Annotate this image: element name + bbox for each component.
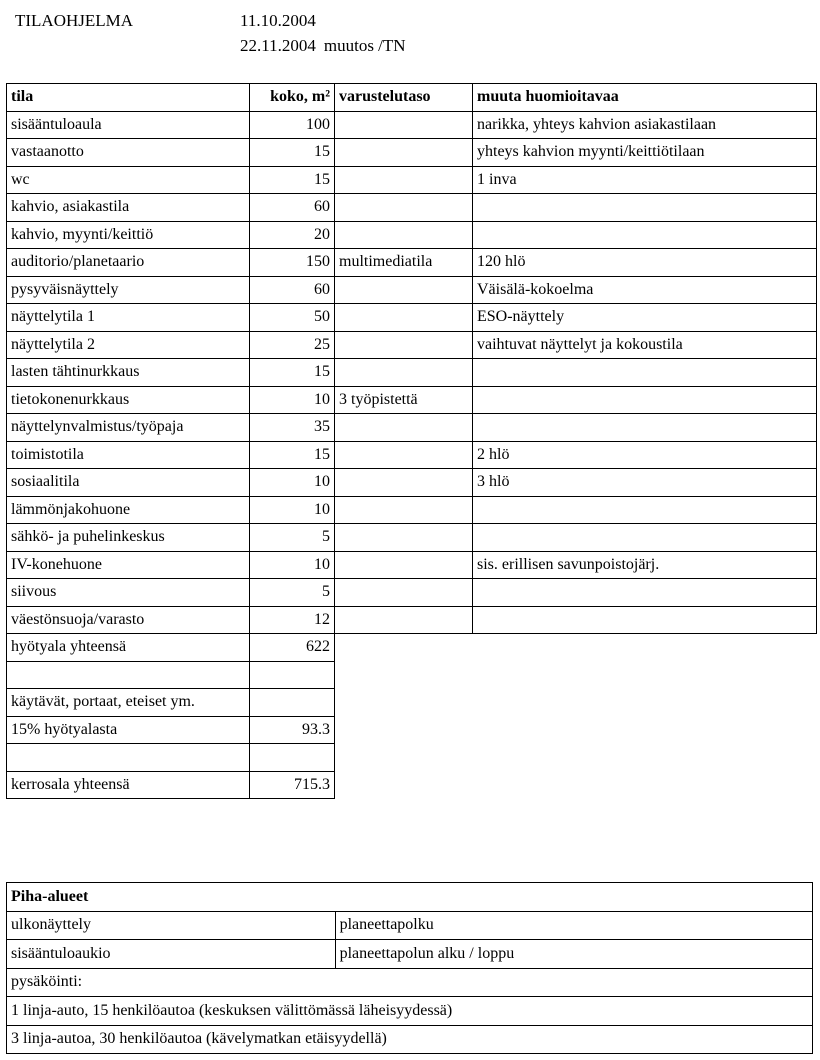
equipment-level bbox=[335, 579, 473, 607]
notes bbox=[473, 579, 817, 607]
yard-area-use: planeettapolun alku / loppu bbox=[335, 940, 812, 969]
table-row bbox=[7, 331, 817, 359]
space-area: 150 bbox=[250, 249, 335, 277]
summary-label bbox=[7, 661, 250, 689]
parking-info: 3 linja-autoa, 30 henkilöautoa (kävelymatkan etäisyydellä) bbox=[7, 1025, 813, 1054]
summary-row bbox=[7, 771, 817, 799]
space-name: sosiaalitila bbox=[7, 469, 250, 497]
yard-row bbox=[7, 940, 813, 969]
notes: 3 hlö bbox=[473, 469, 817, 497]
summary-value: 622 bbox=[250, 634, 335, 662]
notes bbox=[473, 359, 817, 387]
yard-row bbox=[7, 911, 813, 940]
summary-row bbox=[7, 661, 817, 689]
equipment-level bbox=[335, 139, 473, 167]
space-area: 50 bbox=[250, 304, 335, 332]
notes: ESO-näyttely bbox=[473, 304, 817, 332]
notes bbox=[473, 221, 817, 249]
notes bbox=[473, 194, 817, 222]
revision-note: muutos /TN bbox=[323, 36, 406, 55]
parking-row bbox=[7, 997, 813, 1026]
summary-value: 93.3 bbox=[250, 716, 335, 744]
notes: 1 inva bbox=[473, 166, 817, 194]
summary-row bbox=[7, 744, 817, 772]
equipment-level bbox=[335, 551, 473, 579]
notes bbox=[473, 496, 817, 524]
space-area: 15 bbox=[250, 139, 335, 167]
summary-label: 15% hyötyalasta bbox=[7, 716, 250, 744]
space-name: toimistotila bbox=[7, 441, 250, 469]
equipment-level bbox=[335, 496, 473, 524]
column-header: varustelutaso bbox=[335, 84, 473, 112]
notes: yhteys kahvion myynti/keittiötilaan bbox=[473, 139, 817, 167]
equipment-level bbox=[335, 441, 473, 469]
notes: sis. erillisen savunpoistojärj. bbox=[473, 551, 817, 579]
notes bbox=[473, 414, 817, 442]
equipment-level bbox=[335, 469, 473, 497]
space-name: IV-konehuone bbox=[7, 551, 250, 579]
table-row bbox=[7, 386, 817, 414]
table-row bbox=[7, 524, 817, 552]
summary-label: kerrosala yhteensä bbox=[7, 771, 250, 799]
space-area: 60 bbox=[250, 276, 335, 304]
table-row bbox=[7, 496, 817, 524]
equipment-level bbox=[335, 166, 473, 194]
parking-label-row bbox=[7, 968, 813, 997]
table-row bbox=[7, 579, 817, 607]
summary-row bbox=[7, 689, 817, 717]
notes bbox=[473, 606, 817, 634]
yard-areas-table bbox=[6, 882, 813, 1054]
table-row bbox=[7, 221, 817, 249]
notes: 2 hlö bbox=[473, 441, 817, 469]
space-name: wc bbox=[7, 166, 250, 194]
notes: narikka, yhteys kahvion asiakastilaan bbox=[473, 111, 817, 139]
equipment-level bbox=[335, 221, 473, 249]
space-name: näyttelytila 1 bbox=[7, 304, 250, 332]
table-row bbox=[7, 414, 817, 442]
space-name: pysyväisnäyttely bbox=[7, 276, 250, 304]
summary-value bbox=[250, 661, 335, 689]
table-row bbox=[7, 249, 817, 277]
equipment-level bbox=[335, 331, 473, 359]
space-area: 15 bbox=[250, 441, 335, 469]
parking-label: pysäköinti: bbox=[7, 968, 813, 997]
space-name: auditorio/planetaario bbox=[7, 249, 250, 277]
space-name: sisääntuloaula bbox=[7, 111, 250, 139]
space-name: näyttelytila 2 bbox=[7, 331, 250, 359]
table-row bbox=[7, 551, 817, 579]
summary-label: hyötyala yhteensä bbox=[7, 634, 250, 662]
space-area: 35 bbox=[250, 414, 335, 442]
space-name: väestönsuoja/varasto bbox=[7, 606, 250, 634]
table-row bbox=[7, 166, 817, 194]
space-area: 10 bbox=[250, 496, 335, 524]
summary-row bbox=[7, 716, 817, 744]
space-area: 12 bbox=[250, 606, 335, 634]
space-name: siivous bbox=[7, 579, 250, 607]
equipment-level: 3 työpistettä bbox=[335, 386, 473, 414]
space-name: näyttelynvalmistus/työpaja bbox=[7, 414, 250, 442]
notes bbox=[473, 386, 817, 414]
table-row bbox=[7, 441, 817, 469]
revision-date: 22.11.2004 bbox=[240, 36, 316, 55]
space-name: vastaanotto bbox=[7, 139, 250, 167]
notes: 120 hlö bbox=[473, 249, 817, 277]
space-name: tietokonenurkkaus bbox=[7, 386, 250, 414]
space-area: 10 bbox=[250, 386, 335, 414]
column-header: koko, m² bbox=[250, 84, 335, 112]
document-header bbox=[15, 8, 406, 58]
yard-area-use: planeettapolku bbox=[335, 911, 812, 940]
yard-area-name: ulkonäyttely bbox=[7, 911, 336, 940]
parking-row bbox=[7, 1025, 813, 1054]
space-area: 60 bbox=[250, 194, 335, 222]
space-area: 5 bbox=[250, 524, 335, 552]
equipment-level: multimediatila bbox=[335, 249, 473, 277]
equipment-level bbox=[335, 111, 473, 139]
summary-value bbox=[250, 744, 335, 772]
table-row bbox=[7, 469, 817, 497]
summary-value: 715.3 bbox=[250, 771, 335, 799]
table-row bbox=[7, 359, 817, 387]
notes bbox=[473, 524, 817, 552]
notes: Väisälä-kokoelma bbox=[473, 276, 817, 304]
space-name: lasten tähtinurkkaus bbox=[7, 359, 250, 387]
space-area: 5 bbox=[250, 579, 335, 607]
equipment-level bbox=[335, 524, 473, 552]
equipment-level bbox=[335, 359, 473, 387]
space-area: 10 bbox=[250, 469, 335, 497]
notes: vaihtuvat näyttelyt ja kokoustila bbox=[473, 331, 817, 359]
summary-label bbox=[7, 744, 250, 772]
space-name: kahvio, asiakastila bbox=[7, 194, 250, 222]
yard-area-name: sisääntuloaukio bbox=[7, 940, 336, 969]
yard-header-row bbox=[7, 883, 813, 912]
summary-label: käytävät, portaat, eteiset ym. bbox=[7, 689, 250, 717]
yard-title: Piha-alueet bbox=[7, 883, 813, 912]
table-header-row bbox=[7, 84, 817, 112]
table-row bbox=[7, 111, 817, 139]
table-row bbox=[7, 606, 817, 634]
space-area: 25 bbox=[250, 331, 335, 359]
equipment-level bbox=[335, 194, 473, 222]
space-name: kahvio, myynti/keittiö bbox=[7, 221, 250, 249]
table-row bbox=[7, 194, 817, 222]
space-name: lämmönjakohuone bbox=[7, 496, 250, 524]
column-header: muuta huomioitavaa bbox=[473, 84, 817, 112]
parking-info: 1 linja-auto, 15 henkilöautoa (keskuksen välittömässä läheisyydessä) bbox=[7, 997, 813, 1026]
original-date: 11.10.2004 bbox=[240, 11, 316, 30]
space-area: 20 bbox=[250, 221, 335, 249]
equipment-level bbox=[335, 276, 473, 304]
equipment-level bbox=[335, 304, 473, 332]
equipment-level bbox=[335, 606, 473, 634]
space-name: sähkö- ja puhelinkeskus bbox=[7, 524, 250, 552]
space-area: 10 bbox=[250, 551, 335, 579]
document-title: TILAOHJELMA bbox=[15, 11, 134, 30]
column-header: tila bbox=[7, 84, 250, 112]
table-row bbox=[7, 304, 817, 332]
table-row bbox=[7, 276, 817, 304]
space-area: 15 bbox=[250, 359, 335, 387]
space-area: 15 bbox=[250, 166, 335, 194]
table-row bbox=[7, 139, 817, 167]
space-program-table bbox=[6, 83, 817, 799]
equipment-level bbox=[335, 414, 473, 442]
summary-row bbox=[7, 634, 817, 662]
summary-value bbox=[250, 689, 335, 717]
space-area: 100 bbox=[250, 111, 335, 139]
